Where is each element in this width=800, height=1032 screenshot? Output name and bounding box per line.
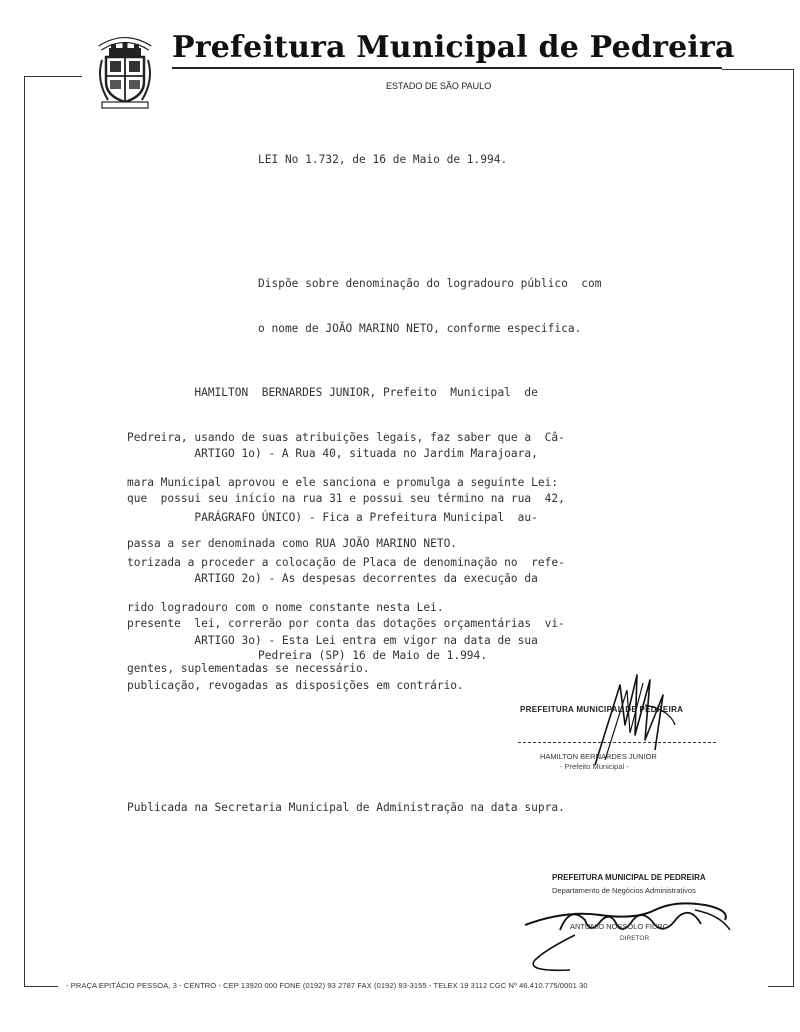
paragraph-line: ARTIGO 1o) - A Rua 40, situada no Jardim Marajoara, [127,447,538,460]
page-title: Prefeitura Municipal de Pedreira [172,30,735,65]
director-name: ANTONIO NOSSOLO FIURC [570,922,669,931]
paragraph-line: gentes, suplementadas se necessário. [127,662,370,675]
paragraph-line: ARTIGO 3o) - Esta Lei entra em vigor na data de sua [127,634,538,647]
header-divider [172,67,722,69]
paragraph-line: PARÁGRAFO ÚNICO) - Fica a Prefeitura Municipal au- [127,511,538,524]
frame-line [24,76,82,77]
department-stamp: PREFEITURA MUNICIPAL DE PEDREIRA [552,873,706,882]
paragraph-line: HAMILTON BERNARDES JUNIOR, Prefeito Municipal de [127,386,538,399]
law-title: LEI No 1.732, de 16 de Maio de 1.994. [258,153,508,166]
frame-line [24,76,25,986]
mayor-stamp: PREFEITURA MUNICIPAL DE PEDREIRA [520,705,684,714]
frame-line [793,69,794,987]
mayor-signature-icon [575,665,685,775]
department-name: Departamento de Negócios Administrativos [552,886,696,895]
paragraph-line: rido logradouro com o nome constante nesta Lei. [127,601,444,614]
mayor-name: HAMILTON BERNARDES JUNIOR [540,752,657,761]
frame-line [24,986,58,987]
artigo-3-paragraph [127,603,538,723]
director-role: DIRETOR [620,935,650,942]
frame-line [768,986,794,987]
paragraph-line: torizada a proceder a colocação de Placa de denominação no refe- [127,556,565,569]
law-ementa [258,246,602,366]
date-line: Pedreira (SP) 16 de Maio de 1.994. [258,649,488,662]
ementa-line: o nome de JOÃO MARINO NETO, conforme especifica. [258,322,582,335]
frame-line [722,69,794,70]
publication-note: Publicada na Secretaria Municipal de Administração na data supra. [127,801,565,814]
paragraph-line: mara Municipal aprovou e ele sanciona e promulga a seguinte Lei: [127,476,559,489]
paragraph-line: que possui seu início na rua 31 e possui seu término na rua 42, [127,492,565,505]
paragraph-line: passa a ser denominada como RUA JOÃO MARINO NETO. [127,537,458,550]
ementa-line: Dispõe sobre denominação do logradouro público com [258,277,602,290]
paragraph-line: publicação, revogadas as disposições em contrário. [127,679,464,692]
municipal-crest-icon [92,30,158,114]
paragraph-line: Pedreira, usando de suas atribuições legais, faz saber que a Câ- [127,431,565,444]
header-subtitle: ESTADO DE SÃO PAULO [386,81,492,91]
paragraph-line: presente lei, correrão por conta das dotações orçamentárias vi- [127,617,565,630]
footer-address: - PRAÇA EPITÁCIO PESSOA, 3 - CENTRO - CEP 13920 000 FONE (0192) 93 2787 FAX (0192) 93-3155 - TELEX 19 3112 CGC Nº 46.410.775/0001 30 [66,981,588,990]
paragraph-line: ARTIGO 2o) - As despesas decorrentes da execução da [127,572,538,585]
mayor-role: - Prefeito Municipal - [560,762,629,771]
